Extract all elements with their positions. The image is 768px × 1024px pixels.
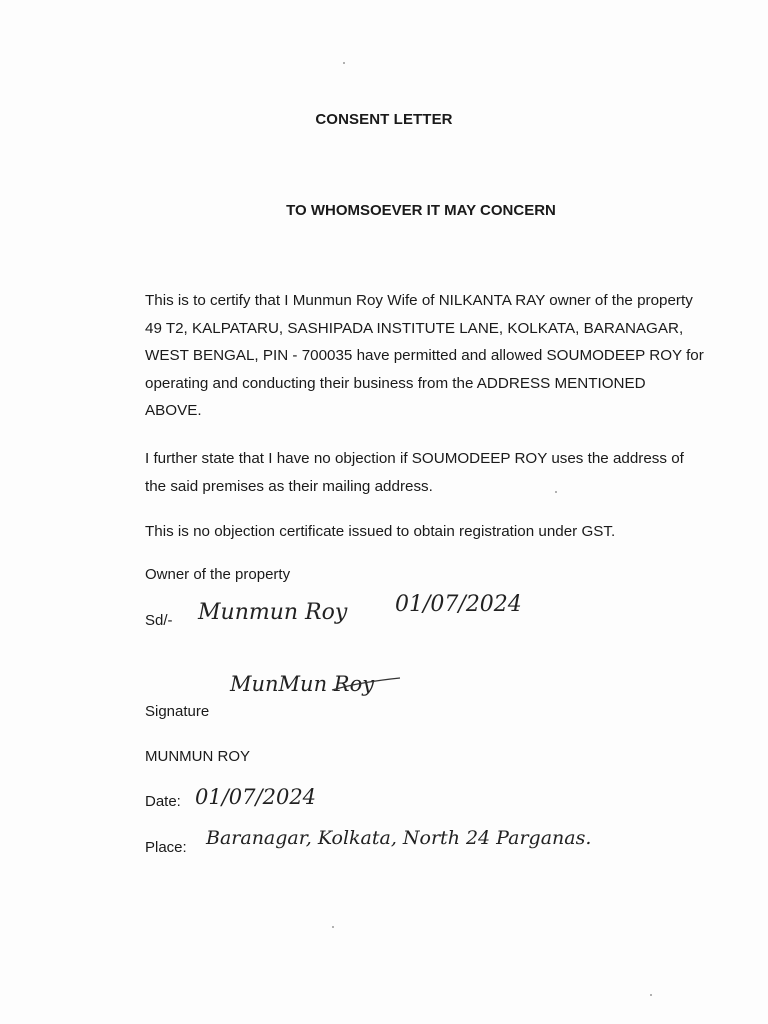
sd-label: Sd/- [145,612,173,629]
scan-speck [332,926,334,928]
scan-speck [650,994,652,996]
gst-paragraph: This is no objection certificate issued to obtain registration under GST. [145,523,616,540]
scan-speck [343,62,345,64]
letter-subtitle: TO WHOMSOEVER IT MAY CONCERN [286,202,556,219]
letter-title: CONSENT LETTER [315,111,453,128]
scan-speck [555,491,557,493]
signature-label: Signature [145,703,210,720]
owner-name: MUNMUN ROY [145,748,250,765]
no-objection-paragraph: I further state that I have no objection if SOUMODEEP ROY uses the address of the said premises as their mailing address. [145,450,684,495]
owner-label: Owner of the property [145,566,291,583]
date-label: Date: [145,793,181,810]
signature-handwritten: MunMun Roy [230,672,375,696]
signature-flourish [330,676,410,706]
certification-paragraph: This is to certify that I Munmun Roy Wife of NILKANTA RAY owner of the property 49 T2, KALPATARU, SASHIPADA INSTITUTE LANE, KOLKATA, BARANAGAR, WEST BENGAL, PIN - 700035 have permitted and allowed SOUMODEEP ROY for operating and conducting their business from the ADDRESS MENTIONED ABOVE. [145,292,704,420]
place-label: Place: [145,839,187,856]
sd-handwritten-name: Munmun Roy [198,600,348,625]
place-handwritten: Baranagar, Kolkata, North 24 Parganas. [206,827,592,849]
date-handwritten: 01/07/2024 [195,785,317,809]
sd-handwritten-date: 01/07/2024 [395,592,522,617]
